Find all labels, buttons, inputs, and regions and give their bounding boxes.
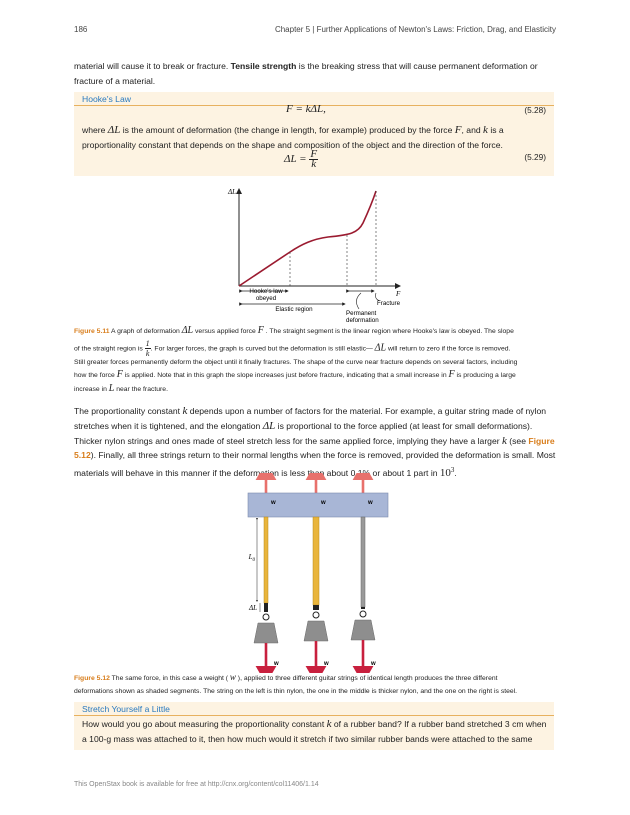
- hook-middle: [313, 612, 319, 618]
- text: is applied. Note that in this graph the slope increases just before fracture, indicating that a small increase in: [122, 372, 449, 379]
- math-delta-l: ΔL: [181, 325, 194, 336]
- text: .: [454, 468, 457, 479]
- text: . The straight segment is the linear region where Hooke's law is obeyed. The slope: [263, 328, 514, 335]
- permanent-pointer: [356, 293, 361, 309]
- denominator: k: [145, 348, 150, 358]
- figure-5-11-caption: [74, 325, 558, 396]
- weight-middle: [304, 621, 328, 641]
- equation-number-5-28: (5.28): [524, 105, 546, 115]
- figure-link[interactable]: Figure: [528, 435, 555, 446]
- math-lhs: ΔL =: [284, 153, 307, 166]
- text: a 100-g mass was attached to it, then how much would it stretch if two similar rubber bands were attached to the same: [82, 733, 533, 744]
- numerator: F: [310, 148, 318, 160]
- figure-label: Figure 5.12: [74, 675, 110, 682]
- thin-nylon-stretch: [264, 603, 268, 612]
- proportionality-paragraph: [74, 404, 558, 481]
- text: how the force: [74, 372, 117, 379]
- text: increase in: [74, 385, 109, 393]
- box-divider: [74, 715, 554, 716]
- equation-number-5-29: (5.29): [524, 152, 546, 162]
- intro-text: material will cause it to break or fracture.: [74, 61, 231, 71]
- weight-right: [351, 620, 375, 640]
- denominator: k: [311, 158, 317, 170]
- w-label-up-middle: w: [321, 500, 326, 506]
- text: ). Finally, all three strings return to their normal lengths when the force is removed, provided the deformation is small. Most: [90, 450, 556, 461]
- steel-string: [361, 517, 365, 607]
- stretch-yourself-question: [82, 717, 550, 746]
- text: , and: [461, 125, 481, 135]
- figure-5-12-diagram: [238, 473, 398, 673]
- hookes-label-1: Hooke's law: [249, 288, 283, 295]
- math-k: k: [326, 718, 332, 730]
- weight-left: [254, 623, 278, 643]
- hookes-law-box: [74, 92, 554, 176]
- support-bar: [248, 493, 388, 517]
- hook-left: [263, 614, 269, 620]
- figure-5-11-graph: [220, 183, 420, 328]
- math-delta-l: ΔL: [374, 341, 387, 353]
- math-k: k: [502, 434, 507, 447]
- deformation-curve: [239, 191, 376, 286]
- text: of a rubber band? If a rubber band stretched 3 cm when: [331, 719, 547, 729]
- text: where: [82, 125, 106, 135]
- math-w: w: [229, 672, 236, 682]
- w-label-down-right: w: [371, 661, 376, 667]
- text: is a: [490, 125, 504, 135]
- text: (see: [506, 435, 529, 446]
- chapter-title: Chapter 5 | Further Applications of Newton's Laws: Friction, Drag, and Elasticity: [274, 25, 556, 34]
- text: deformations shown as shaded segments. The string on the left is thin nylon, the one in the middle is thicker nylon, and the one on the right is steel.: [74, 687, 518, 695]
- text: of the straight region is: [74, 344, 145, 352]
- text: is proportional to the force applied (at least for small deformations).: [275, 420, 533, 431]
- text: is producing a large: [454, 372, 516, 379]
- text: will return to zero if the force is removed.: [386, 344, 511, 352]
- text: A graph of deformation: [109, 328, 182, 335]
- text: Still greater forces permanently deform the object until it finally fractures. The shape of the curve near fracture depends on several factors, including: [74, 358, 518, 366]
- hookes-label-2: obeyed: [255, 295, 277, 302]
- text: . For larger forces, the graph is curved but the deformation is still elastic—: [150, 344, 375, 352]
- intro-text-end: is the breaking stress that will cause permanent deformation or fracture of a material.: [74, 61, 538, 86]
- power-base: 10: [439, 467, 451, 480]
- w-label-down-middle: w: [324, 661, 329, 667]
- numerator: 1: [145, 338, 150, 348]
- thick-nylon-stretch: [313, 605, 319, 610]
- text: depends upon a number of factors for the material. For example, a guitar string made of nylon: [187, 406, 547, 416]
- permanent-label-1: Permanent: [346, 310, 377, 317]
- w-label-up-left: w: [271, 500, 276, 506]
- elastic-region-label: Elastic region: [275, 306, 313, 313]
- delta-l-label: ΔL: [248, 604, 257, 612]
- math-delta-l: ΔL: [262, 419, 276, 432]
- equation-5-29: [284, 150, 318, 169]
- stretch-yourself-box: [74, 702, 554, 750]
- intro-paragraph: [74, 59, 554, 88]
- power-exponent: 3: [450, 466, 455, 475]
- math-l: L: [108, 382, 115, 394]
- equation-5-28: F = kΔL,: [286, 103, 326, 115]
- math-k: k: [483, 124, 488, 136]
- text: Thicker nylon strings and ones made of steel stretch less for the same applied force, implying they have a larger: [74, 435, 502, 446]
- thin-nylon-string: [264, 517, 268, 603]
- hook-right: [360, 611, 366, 617]
- figure-label: Figure 5.11: [74, 328, 110, 335]
- text: ), applied to three different guitar strings of identical length produces the three different: [235, 675, 498, 682]
- hookes-law-title: Hooke's Law: [82, 94, 131, 104]
- math-f: F: [116, 369, 123, 380]
- figure-link-number[interactable]: 5.12: [74, 450, 91, 461]
- text: versus applied force: [193, 328, 258, 335]
- w-label-down-left: w: [274, 661, 279, 667]
- text: How would you go about measuring the proportionality constant: [82, 719, 327, 729]
- text: near the fracture.: [114, 385, 168, 393]
- text: stretches when it is tightened, and the elongation: [74, 420, 263, 431]
- fraction: [309, 150, 318, 169]
- thick-nylon-string: [313, 517, 319, 605]
- y-axis-label: ΔL: [228, 188, 237, 196]
- page-number: 186: [74, 25, 88, 34]
- x-axis-label: F: [396, 290, 401, 298]
- math-f: F: [454, 124, 462, 136]
- math-f: F: [448, 369, 455, 380]
- footer-text: This OpenStax book is available for free at http://cnx.org/content/col11406/1.14: [74, 781, 319, 788]
- text: is the amount of deformation (the change in length, for example) produced by the force: [122, 125, 453, 135]
- text: materials will behave in this manner if the deformation is less than about 0.1% or about 1 part in: [74, 468, 440, 479]
- w-label-up-right: w: [368, 500, 373, 506]
- text: proportionality constant that depends on the shape and composition of the object and the direction of the force.: [82, 139, 503, 150]
- text: The proportionality constant: [74, 406, 183, 416]
- tensile-strength-term: Tensile strength: [230, 61, 297, 71]
- l0-label: $L_0$: [248, 553, 255, 563]
- math-f: F: [257, 325, 264, 336]
- steel-stretch: [361, 607, 365, 609]
- math-delta-l: ΔL: [107, 124, 121, 136]
- permanent-label-2: deformation: [346, 317, 379, 324]
- text: The same force, in this case a weight (: [109, 675, 230, 682]
- figure-5-12-caption: [74, 671, 558, 698]
- stretch-yourself-title: Stretch Yourself a Little: [82, 704, 170, 714]
- fracture-label: Fracture: [377, 300, 401, 307]
- math-k: k: [182, 405, 188, 417]
